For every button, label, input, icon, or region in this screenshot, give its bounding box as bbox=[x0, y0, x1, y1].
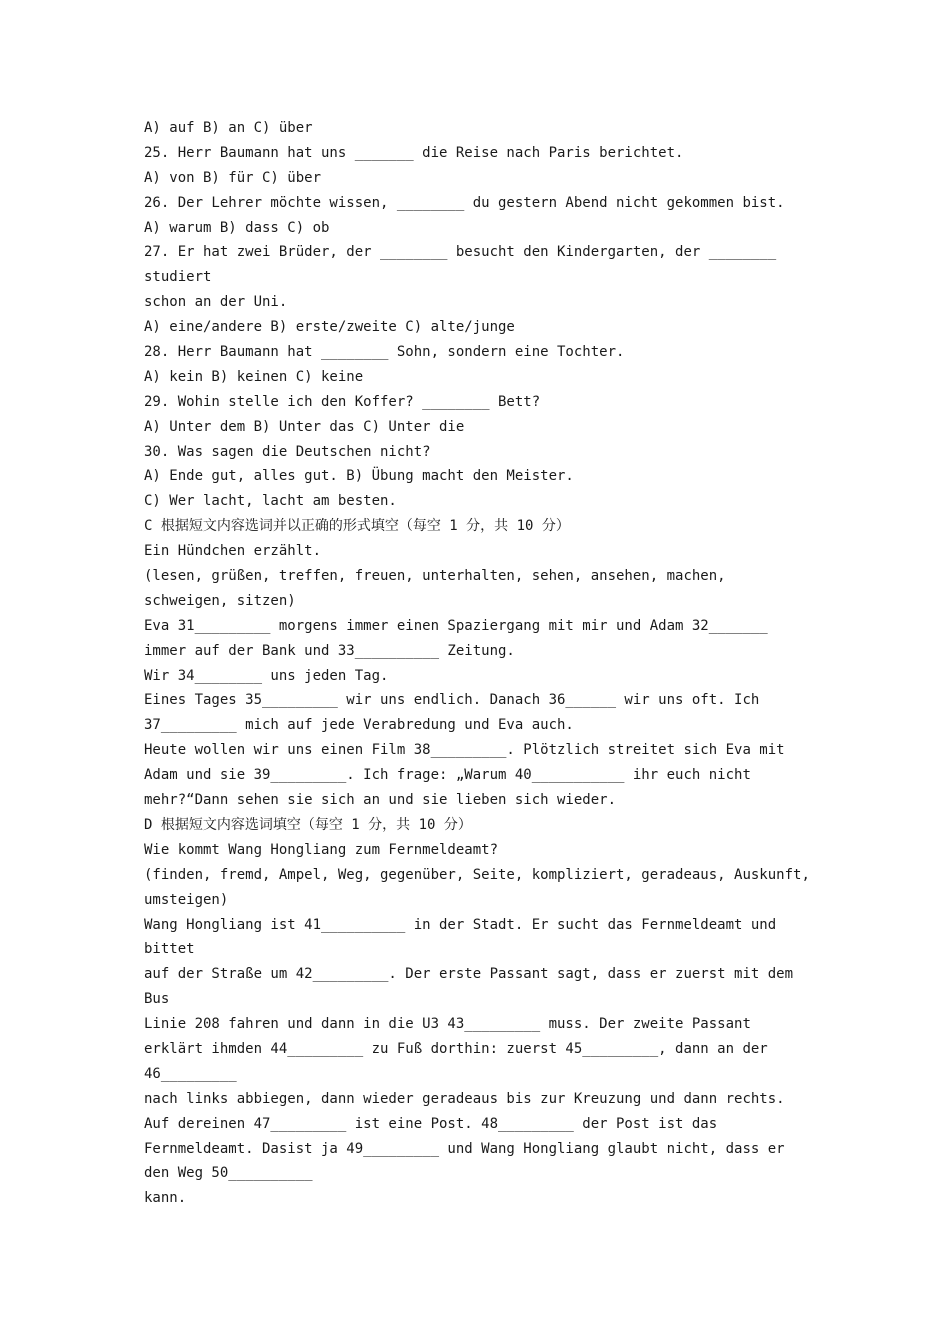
section-d-text: Auf dereinen 47_________ ist eine Post. 48_________ der Post ist das bbox=[144, 1115, 718, 1132]
options-26: A) warum B) dass C) ob bbox=[144, 219, 330, 236]
section-d-text: kann. bbox=[144, 1190, 187, 1207]
question-25: 25. Herr Baumann hat uns _______ die Reise nach Paris berichtet. bbox=[144, 144, 684, 161]
section-d-word-bank: (finden, fremd, Ampel, Weg, gegenüber, Seite, kompliziert, geradeaus, Auskunft, bbox=[144, 866, 810, 883]
options-28: A) kein B) keinen C) keine bbox=[144, 368, 364, 385]
question-29: 29. Wohin stelle ich den Koffer? ________ Bett? bbox=[144, 393, 541, 410]
section-d-text: Wang Hongliang ist 41__________ in der Stadt. Er sucht das Fernmeldeamt und bbox=[144, 916, 777, 933]
options-27: A) eine/andere B) erste/zweite C) alte/junge bbox=[144, 319, 515, 336]
text-line: A) auf B) an C) über bbox=[144, 120, 313, 136]
section-c-text: 37_________ mich auf jede Verabredung und Eva auch. bbox=[144, 717, 574, 734]
question-27-cont: studiert bbox=[144, 269, 212, 286]
section-c-text: Eines Tages 35_________ wir uns endlich. Danach 36______ wir uns oft. Ich bbox=[144, 692, 760, 709]
section-c-text: Eva 31_________ morgens immer einen Spaziergang mit mir und Adam 32_______ bbox=[144, 617, 768, 634]
section-d-text: Bus bbox=[144, 991, 170, 1008]
section-c-text: Heute wollen wir uns einen Film 38_________. Plötzlich streitet sich Eva mit bbox=[144, 742, 785, 759]
section-d-title: Wie kommt Wang Hongliang zum Fernmeldeamt? bbox=[144, 841, 499, 858]
section-c-word-bank: (lesen, grüßen, treffen, freuen, unterhalten, sehen, ansehen, machen, bbox=[144, 568, 726, 585]
section-d-heading: D 根据短文内容选词填空（每空 1 分，共 10 分） bbox=[144, 816, 472, 833]
document-page bbox=[144, 116, 824, 1211]
question-30: 30. Was sagen die Deutschen nicht? bbox=[144, 443, 431, 460]
section-c-text: Wir 34________ uns jeden Tag. bbox=[144, 667, 389, 684]
section-d-text: auf der Straße um 42_________. Der erste Passant sagt, dass er zuerst mit dem bbox=[144, 966, 794, 983]
options-29: A) Unter dem B) Unter das C) Unter die bbox=[144, 418, 465, 435]
section-c-heading: C 根据短文内容选词并以正确的形式填空（每空 1 分，共 10 分） bbox=[144, 518, 570, 535]
question-27: 27. Er hat zwei Brüder, der ________ besucht den Kindergarten, der ________ bbox=[144, 244, 777, 261]
question-26: 26. Der Lehrer möchte wissen, ________ du gestern Abend nicht gekommen bist. bbox=[144, 194, 785, 211]
section-d-text: den Weg 50__________ bbox=[144, 1165, 313, 1182]
section-d-word-bank-cont: umsteigen) bbox=[144, 891, 229, 908]
options-25: A) von B) für C) über bbox=[144, 169, 322, 186]
question-27-cont: schon an der Uni. bbox=[144, 294, 288, 311]
question-28: 28. Herr Baumann hat ________ Sohn, sondern eine Tochter. bbox=[144, 344, 625, 361]
section-c-title: Ein Hündchen erzählt. bbox=[144, 543, 322, 560]
section-c-text: mehr?“Dann sehen sie sich an und sie lieben sich wieder. bbox=[144, 792, 617, 809]
section-d-text: 46_________ bbox=[144, 1065, 237, 1082]
options-30-cont: C) Wer lacht, lacht am besten. bbox=[144, 493, 397, 510]
section-c-text: Adam und sie 39_________. Ich frage: „Warum 40___________ ihr euch nicht bbox=[144, 767, 751, 784]
section-d-text: Fernmeldeamt. Dasist ja 49_________ und Wang Hongliang glaubt nicht, dass er bbox=[144, 1140, 785, 1157]
section-c-text: immer auf der Bank und 33__________ Zeitung. bbox=[144, 642, 515, 659]
section-d-text: nach links abbiegen, dann wieder geradeaus bis zur Kreuzung und dann rechts. bbox=[144, 1090, 785, 1107]
section-d-text: bittet bbox=[144, 941, 195, 958]
options-30: A) Ende gut, alles gut. B) Übung macht den Meister. bbox=[144, 468, 574, 485]
section-d-text: Linie 208 fahren und dann in die U3 43_________ muss. Der zweite Passant bbox=[144, 1016, 751, 1033]
section-d-text: erklärt ihmden 44_________ zu Fuß dorthin: zuerst 45_________, dann an der bbox=[144, 1040, 768, 1057]
section-c-word-bank-cont: schweigen, sitzen) bbox=[144, 592, 296, 609]
